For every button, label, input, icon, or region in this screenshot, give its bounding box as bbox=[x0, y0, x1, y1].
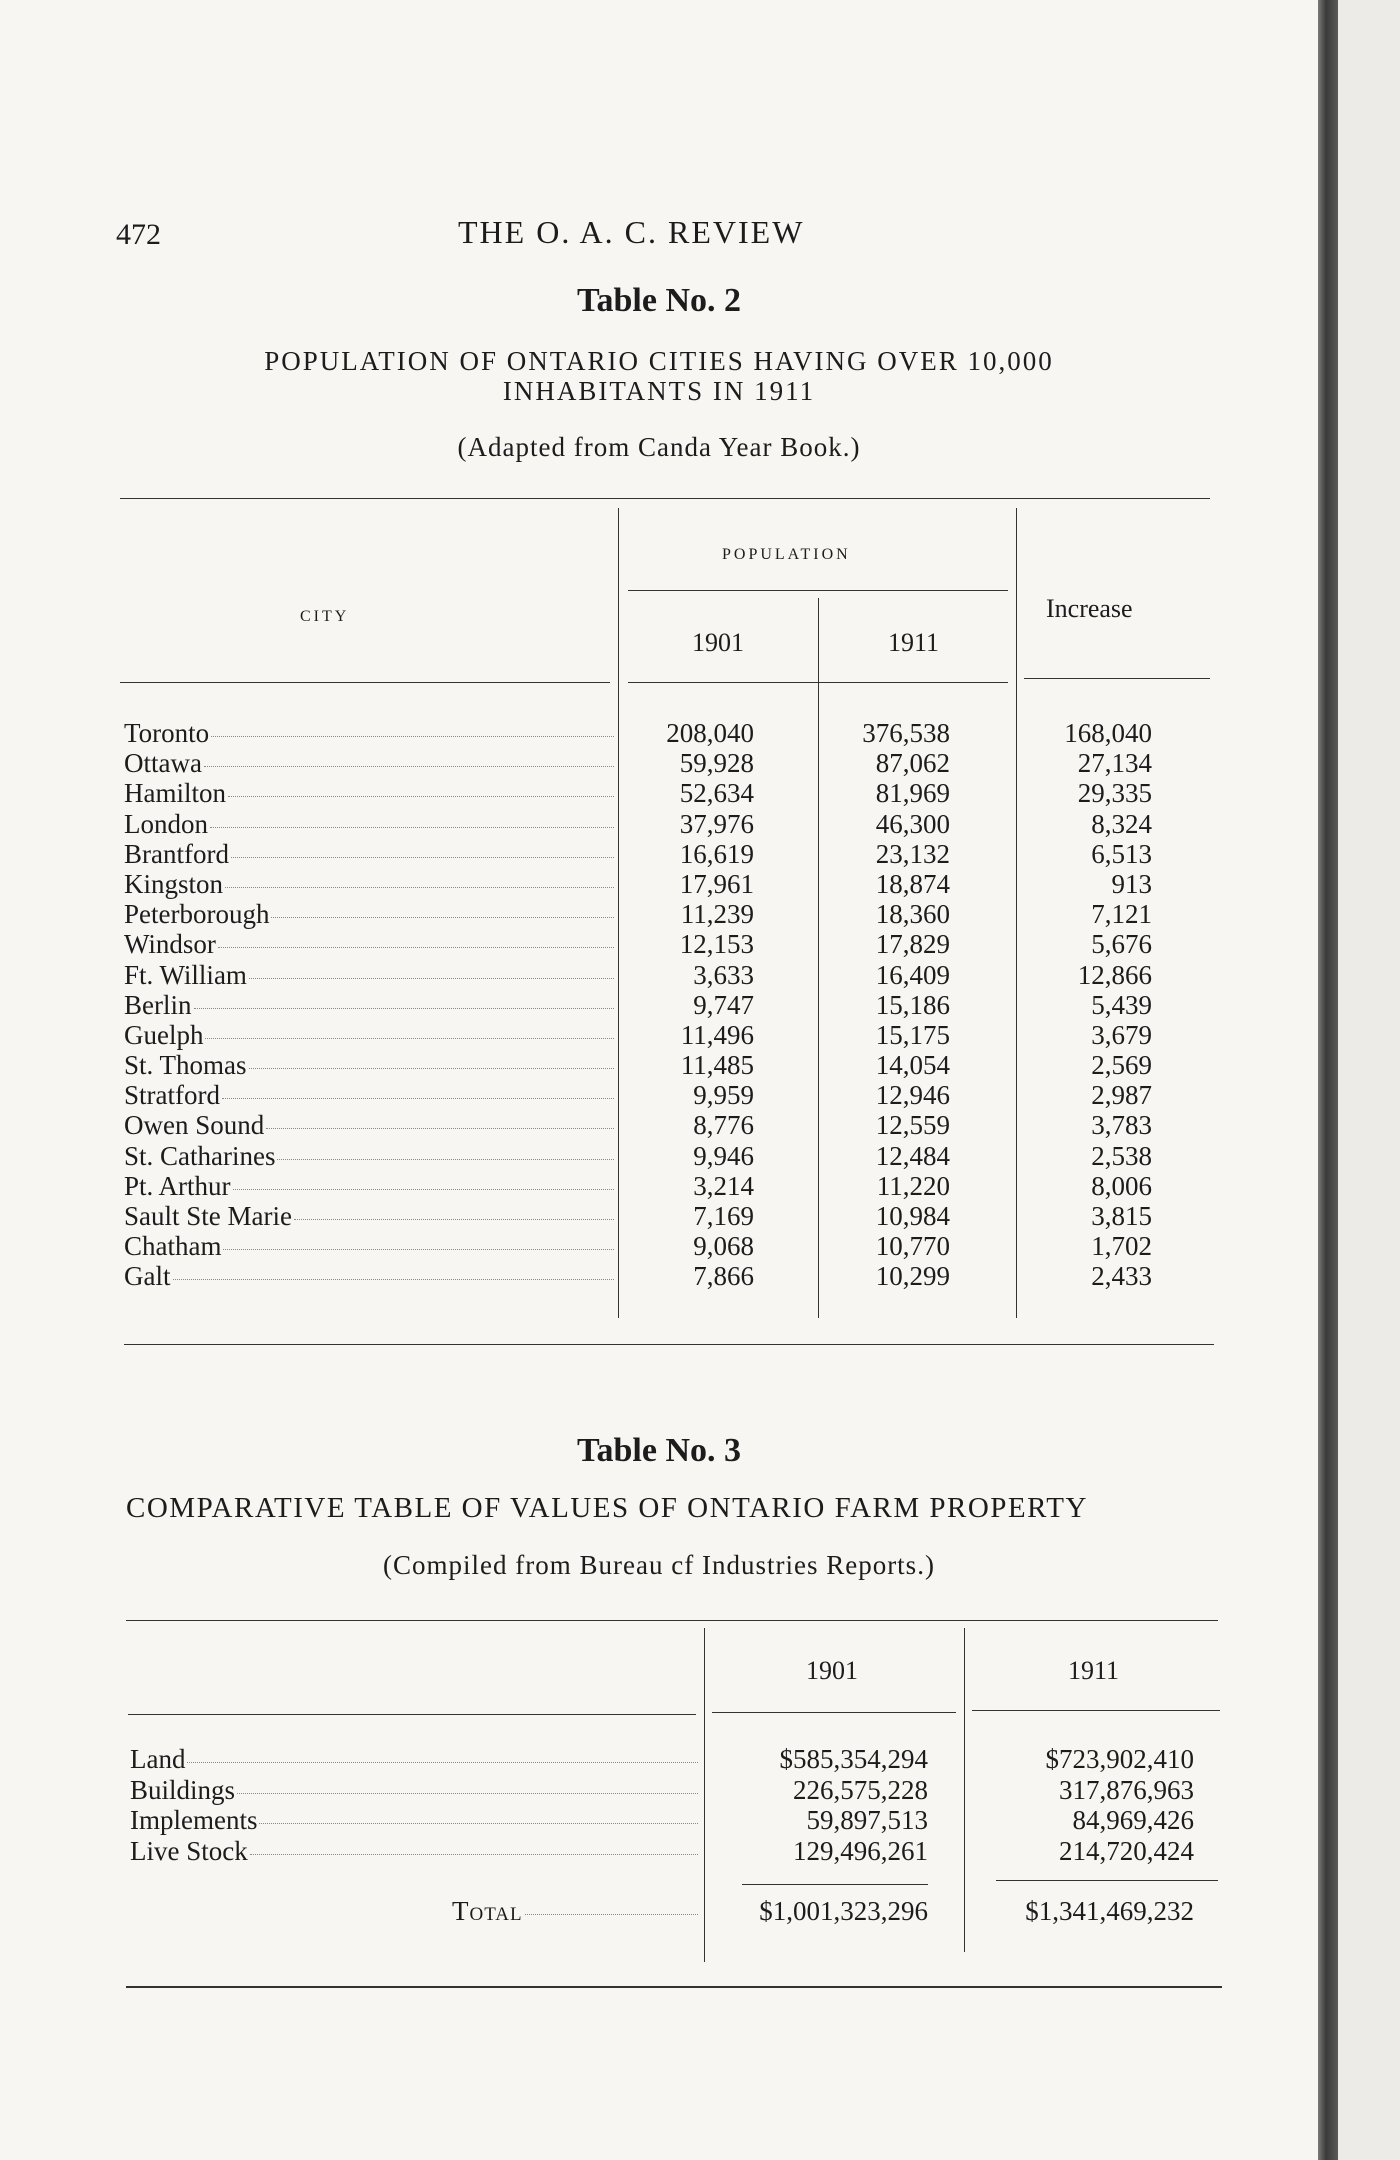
property-item: Buildings bbox=[130, 1774, 236, 1805]
value-1901: $585,354,294 bbox=[779, 1744, 928, 1774]
total-label: Total bbox=[452, 1896, 523, 1926]
pop-1901: 59,928 bbox=[679, 748, 754, 779]
property-item: Implements bbox=[130, 1805, 258, 1835]
table3-bottom-rule bbox=[126, 1986, 1222, 1988]
table2-source: (Adapted from Canda Year Book.) bbox=[457, 432, 861, 462]
pop-1911: 81,969 bbox=[875, 778, 950, 809]
table-row bbox=[0, 718, 1318, 748]
pop-increase: 5,676 bbox=[1091, 929, 1152, 960]
pop-1911: 18,874 bbox=[875, 868, 950, 899]
table2-header-population: POPULATION bbox=[722, 546, 851, 563]
table2-header-rule-inc bbox=[1024, 678, 1210, 679]
city-name: Pt. Arthur bbox=[124, 1170, 231, 1201]
table2-header-increase: Increase bbox=[1046, 594, 1133, 623]
pop-increase: 8,006 bbox=[1091, 1170, 1152, 1201]
city-name: Sault Ste Marie bbox=[124, 1201, 292, 1231]
table3-title: Table No. 3 bbox=[576, 1432, 742, 1469]
table-row bbox=[0, 1836, 1318, 1867]
property-item: Land bbox=[130, 1744, 186, 1774]
pop-1901: 3,214 bbox=[693, 1170, 754, 1201]
pop-1901: 9,959 bbox=[693, 1080, 754, 1111]
pop-increase: 29,335 bbox=[1077, 778, 1152, 809]
pop-increase: 168,040 bbox=[1064, 718, 1152, 748]
page-number: 472 bbox=[116, 218, 161, 251]
pop-increase: 2,569 bbox=[1091, 1050, 1152, 1081]
pop-increase: 2,987 bbox=[1091, 1080, 1152, 1111]
pop-increase: 5,439 bbox=[1091, 989, 1152, 1020]
pop-1911: 11,220 bbox=[876, 1170, 950, 1201]
table3-header-rule-1911 bbox=[972, 1710, 1220, 1711]
value-1901: 59,897,513 bbox=[806, 1805, 928, 1835]
city-name: Windsor bbox=[124, 929, 216, 960]
running-title: THE O. A. C. REVIEW bbox=[458, 214, 805, 250]
pop-1911: 14,054 bbox=[875, 1050, 950, 1081]
city-name: Ottawa bbox=[124, 748, 202, 779]
table3-subtotal-rule-1901 bbox=[742, 1884, 928, 1885]
pop-1911: 12,484 bbox=[875, 1140, 950, 1171]
table2-subtitle-line1: POPULATION OF ONTARIO CITIES HAVING OVER 10,000 bbox=[264, 346, 1054, 376]
pop-1911: 10,770 bbox=[875, 1231, 950, 1262]
table-row bbox=[0, 1201, 1318, 1231]
facing-page-edge bbox=[1338, 0, 1400, 2160]
pop-1901: 16,619 bbox=[679, 838, 754, 869]
table3-header-1901: 1901 bbox=[806, 1656, 858, 1685]
table-row bbox=[0, 1775, 1318, 1806]
value-1911: 214,720,424 bbox=[1059, 1835, 1194, 1866]
table-row bbox=[0, 990, 1318, 1020]
table2-subtitle-line2: INHABITANTS IN 1911 bbox=[502, 376, 816, 406]
pop-1911: 10,984 bbox=[875, 1201, 950, 1231]
table3-header-rule-item bbox=[128, 1714, 696, 1715]
table3-subtitle: COMPARATIVE TABLE OF VALUES OF ONTARIO FARM PROPERTY bbox=[126, 1492, 1088, 1524]
pop-1901: 52,634 bbox=[679, 778, 754, 809]
city-name: Ft. William bbox=[124, 959, 247, 990]
table-row bbox=[0, 1080, 1318, 1110]
table-row bbox=[0, 1261, 1318, 1291]
value-1911: 317,876,963 bbox=[1059, 1774, 1194, 1805]
pop-increase: 1,702 bbox=[1091, 1231, 1152, 1262]
value-1901: 226,575,228 bbox=[793, 1774, 928, 1805]
city-name: Kingston bbox=[124, 868, 224, 899]
city-name: St. Catharines bbox=[124, 1140, 276, 1171]
table-row bbox=[0, 1020, 1318, 1050]
pop-increase: 8,324 bbox=[1091, 808, 1152, 839]
city-name: London bbox=[124, 808, 208, 839]
table-row bbox=[0, 1141, 1318, 1171]
pop-increase: 913 bbox=[1111, 868, 1152, 899]
city-name: Guelph bbox=[124, 1019, 204, 1050]
total-1911: $1,341,469,232 bbox=[1025, 1896, 1194, 1926]
table-row bbox=[0, 899, 1318, 929]
pop-1911: 12,559 bbox=[875, 1110, 950, 1141]
table-row bbox=[0, 809, 1318, 839]
table-row bbox=[0, 839, 1318, 869]
city-name: Toronto bbox=[124, 718, 210, 748]
city-name: Stratford bbox=[124, 1080, 220, 1111]
table-row bbox=[0, 869, 1318, 899]
pop-1901: 37,976 bbox=[679, 808, 754, 839]
city-name: Berlin bbox=[124, 989, 192, 1020]
table3-body bbox=[0, 1744, 1318, 1866]
table3-source: (Compiled from Bureau cf Industries Reports.) bbox=[383, 1550, 935, 1580]
pop-increase: 3,815 bbox=[1091, 1201, 1152, 1231]
pop-increase: 7,121 bbox=[1091, 899, 1152, 930]
table-row bbox=[0, 929, 1318, 959]
pop-1901: 208,040 bbox=[666, 718, 754, 748]
value-1901: 129,496,261 bbox=[793, 1835, 928, 1866]
pop-1911: 17,829 bbox=[875, 929, 950, 960]
pop-1911: 46,300 bbox=[875, 808, 950, 839]
table-row bbox=[0, 1171, 1318, 1201]
pop-increase: 3,679 bbox=[1091, 1019, 1152, 1050]
city-name: Hamilton bbox=[124, 778, 226, 809]
value-1911: 84,969,426 bbox=[1072, 1805, 1194, 1835]
pop-1911: 15,186 bbox=[875, 989, 950, 1020]
table2-header-1911: 1911 bbox=[888, 628, 940, 657]
pop-increase: 6,513 bbox=[1091, 838, 1152, 869]
city-name: Peterborough bbox=[124, 899, 270, 930]
table3-header-1911: 1911 bbox=[1068, 1656, 1120, 1685]
pop-1901: 3,633 bbox=[693, 959, 754, 990]
pop-1911: 15,175 bbox=[875, 1019, 950, 1050]
table-row bbox=[0, 748, 1318, 778]
pop-1911: 87,062 bbox=[875, 748, 950, 779]
table2-header-city: CITY bbox=[300, 608, 350, 625]
table-row bbox=[0, 1231, 1318, 1261]
pop-1911: 23,132 bbox=[875, 838, 950, 869]
table2-body bbox=[0, 718, 1318, 1292]
table-row bbox=[0, 960, 1318, 990]
table-row bbox=[0, 1110, 1318, 1140]
city-name: Chatham bbox=[124, 1231, 222, 1262]
pop-1911: 376,538 bbox=[862, 718, 950, 748]
total-1901: $1,001,323,296 bbox=[759, 1896, 928, 1926]
pop-1901: 11,496 bbox=[680, 1019, 754, 1050]
table2-header-1901: 1901 bbox=[692, 628, 744, 657]
pop-1901: 17,961 bbox=[679, 868, 754, 899]
pop-1901: 9,946 bbox=[693, 1140, 754, 1171]
city-name: Galt bbox=[124, 1261, 171, 1292]
city-name: Brantford bbox=[124, 838, 229, 869]
table3-top-rule bbox=[126, 1620, 1218, 1621]
pop-1901: 7,866 bbox=[693, 1261, 754, 1292]
table2-top-rule bbox=[120, 498, 1210, 499]
book-spine-shadow bbox=[1318, 0, 1338, 2160]
table3-total-row bbox=[0, 1896, 1318, 1930]
pop-1911: 18,360 bbox=[875, 899, 950, 930]
pop-1901: 8,776 bbox=[693, 1110, 754, 1141]
pop-1901: 11,239 bbox=[680, 899, 754, 930]
pop-1911: 16,409 bbox=[875, 959, 950, 990]
table2-header-rule-city bbox=[120, 682, 610, 683]
table3-header-rule-1901 bbox=[712, 1712, 956, 1713]
property-item: Live Stock bbox=[130, 1835, 248, 1866]
pop-increase: 27,134 bbox=[1077, 748, 1152, 779]
pop-increase: 3,783 bbox=[1091, 1110, 1152, 1141]
pop-1901: 9,068 bbox=[693, 1231, 754, 1262]
table3-subtotal-rule-1911 bbox=[996, 1880, 1218, 1881]
table-row bbox=[0, 1805, 1318, 1836]
table2-population-rule bbox=[628, 590, 1008, 591]
table-row bbox=[0, 1050, 1318, 1080]
pop-1901: 9,747 bbox=[693, 989, 754, 1020]
city-name: St. Thomas bbox=[124, 1050, 247, 1081]
table-row bbox=[0, 1744, 1318, 1775]
pop-1901: 7,169 bbox=[693, 1201, 754, 1231]
pop-1911: 10,299 bbox=[875, 1261, 950, 1292]
pop-1901: 11,485 bbox=[680, 1050, 754, 1081]
pop-1901: 12,153 bbox=[679, 929, 754, 960]
pop-increase: 12,866 bbox=[1077, 959, 1152, 990]
pop-increase: 2,433 bbox=[1091, 1261, 1152, 1292]
table2-title: Table No. 2 bbox=[576, 282, 742, 319]
value-1911: $723,902,410 bbox=[1045, 1744, 1194, 1774]
table2-bottom-rule bbox=[124, 1344, 1214, 1345]
pop-increase: 2,538 bbox=[1091, 1140, 1152, 1171]
table-row bbox=[0, 778, 1318, 808]
city-name: Owen Sound bbox=[124, 1110, 265, 1141]
pop-1911: 12,946 bbox=[875, 1080, 950, 1111]
